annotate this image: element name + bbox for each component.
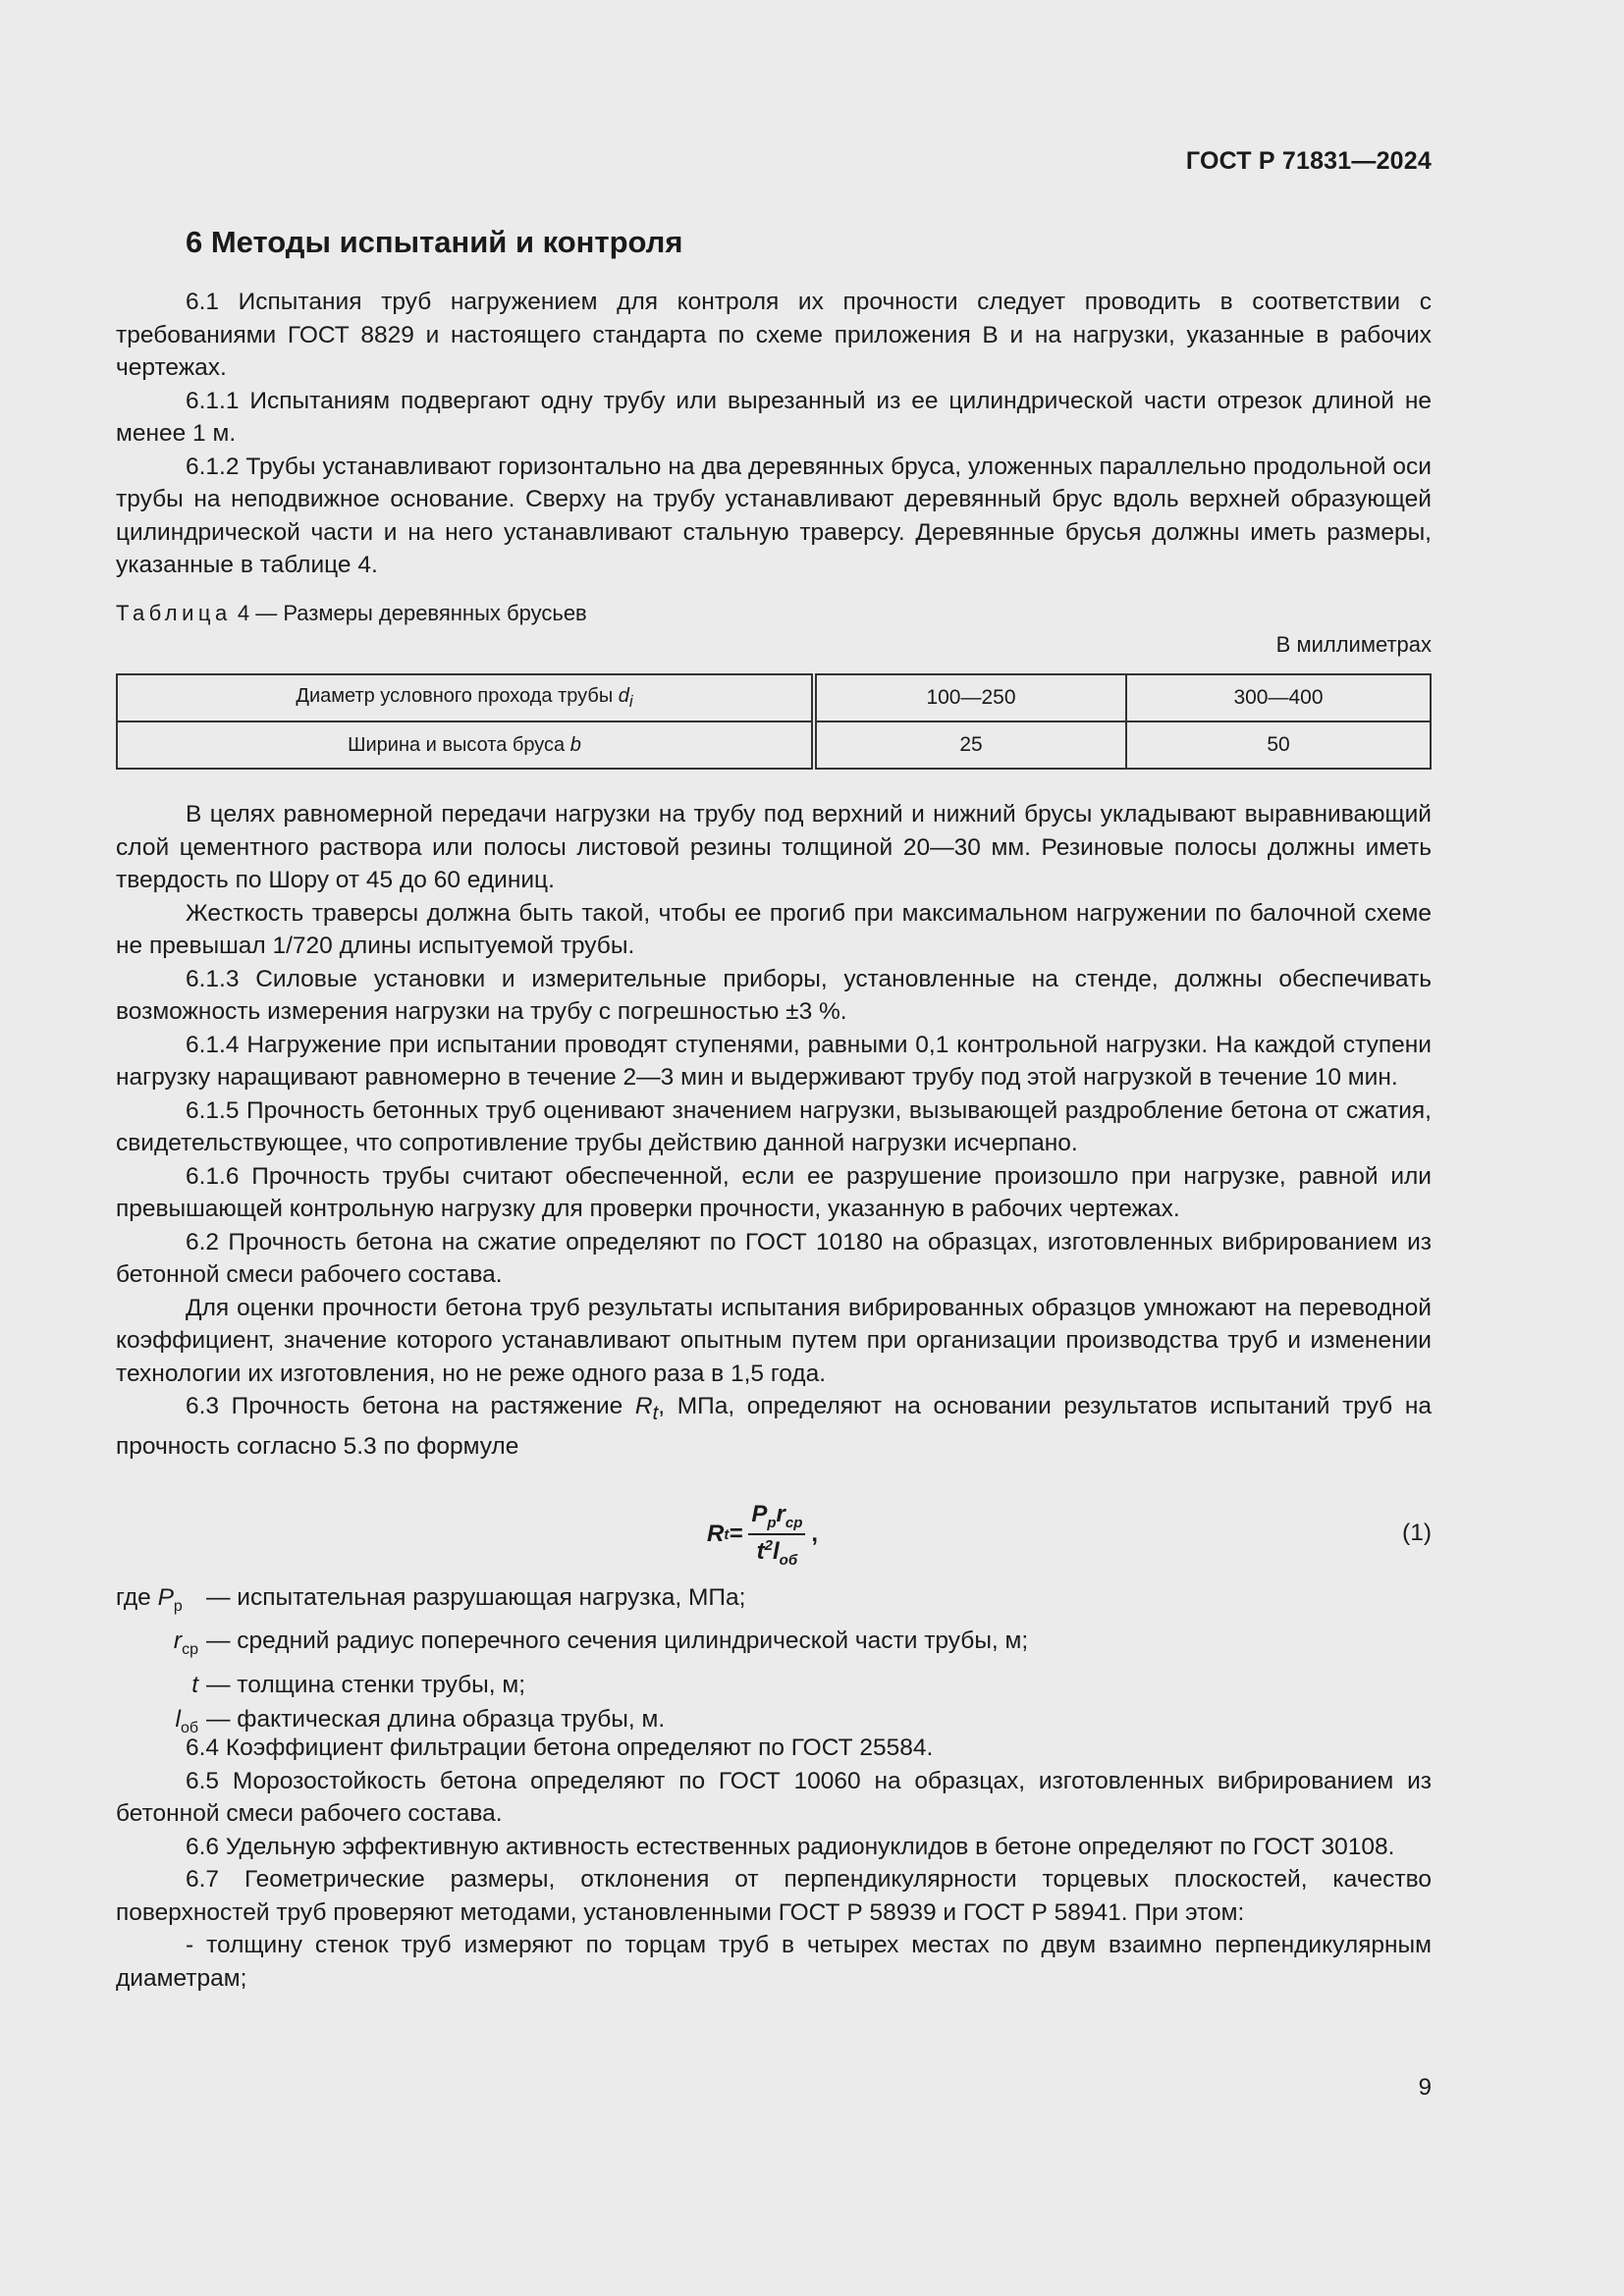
paragraph-6-1-6: 6.1.6 Прочность трубы считают обеспеченной, если ее разрушение произошло при нагрузке, равной или превышающей контрольную нагрузку для проверки прочности, указанную в рабочих чертежах. (116, 1162, 1432, 1222)
formula-1 (116, 1500, 1432, 1569)
den-b-sub: об (779, 1551, 798, 1569)
paragraph-6-6: 6.6 Удельную эффективную активность естественных радионуклидов в бетоне определяют по ГОСТ 30108. (186, 1833, 1395, 1860)
legend-sym: l (175, 1706, 181, 1734)
table-cell-label (117, 674, 814, 721)
table-cell-label (117, 721, 814, 769)
legend-row (116, 1668, 1432, 1703)
legend-sub: об (180, 1720, 198, 1737)
section-title: 6 Методы испытаний и контроля (186, 225, 683, 259)
legend-symbol (116, 1668, 206, 1703)
table-cell-value: 50 (1126, 721, 1431, 769)
row-symbol: b (569, 733, 581, 756)
formula-tail: , (811, 1521, 819, 1547)
paragraph-6-2: 6.2 Прочность бетона на сжатие определяют по ГОСТ 10180 на образцах, изготовленных вибрированием из бетонной смеси рабочего состава. (116, 1228, 1432, 1288)
legend-symbol (116, 1624, 206, 1667)
table-cell-value: 100—250 (814, 674, 1126, 721)
legend-text: — средний радиус поперечного сечения цилиндрической части трубы, м; (206, 1628, 1029, 1655)
legend-row (116, 1580, 1432, 1624)
paragraph-6-3-text: 6.3 Прочность бетона на растяжение (186, 1393, 635, 1419)
table-caption (116, 601, 587, 626)
paragraph-6-4: 6.4 Коэффициент фильтрации бетона определяют по ГОСТ 25584. (186, 1735, 934, 1761)
formula-expression (707, 1500, 818, 1569)
legend-sym: r (173, 1628, 183, 1655)
num-b-sub: cp (785, 1514, 803, 1531)
paragraph-6-3-symbol-sub: t (652, 1402, 659, 1424)
paragraph-6-1-4: 6.1.4 Нагружение при испытании проводят ступенями, равными 0,1 контрольной нагрузки. На каждой ступени нагрузку наращивают равномерно в течение 2—3 мин и выдерживают трубу под этой нагрузкой в течение 10 мин. (116, 1031, 1432, 1091)
row-symbol-sub: i (628, 691, 633, 711)
paragraph-6-7: 6.7 Геометрические размеры, отклонения от перпендикулярности торцевых плоскостей, качество поверхностей труб проверяют методами, установленными ГОСТ Р 58939 и ГОСТ Р 58941. При этом: (116, 1866, 1432, 1926)
table-cell-value: 25 (814, 721, 1126, 769)
paragraph-6-1-2: 6.1.2 Трубы устанавливают горизонтально на два деревянных бруса, уложенных параллельно продольной оси трубы на неподвижное основание. Сверху на трубу устанавливают деревянный брус вдоль верхней образующей цилиндрической части и на него устанавливают стальную траверсу. Деревянные брусья должны иметь размеры, указанные в таблице 4. (116, 453, 1432, 578)
formula-equals: = (729, 1521, 743, 1547)
paragraph-6-1-1: 6.1.1 Испытаниям подвергают одну трубу или вырезанный из ее цилиндрической части отрезок длиной не менее 1 м. (116, 387, 1432, 447)
legend-text: — испытательная разрушающая нагрузка, МПа; (206, 1584, 746, 1611)
dimensions-table (116, 673, 1432, 770)
legend-text: — толщина стенки трубы, м; (206, 1671, 526, 1698)
legend-row (116, 1624, 1432, 1667)
formula-fraction (748, 1501, 805, 1569)
table-row (117, 674, 1431, 721)
paragraph-6-3 (116, 1390, 1432, 1464)
legend-sym: t (191, 1671, 198, 1698)
den-a-sup: 2 (764, 1536, 773, 1554)
paragraph-6-1: 6.1 Испытания труб нагружением для контроля их прочности следует проводить в соответствии с требованиями ГОСТ 8829 и настоящего стандарта по схеме приложения В и на нагрузки, указанные в рабочих чертежах. (116, 289, 1432, 381)
paragraph-6-3-text-tail: , МПа, определяют на основании результатов испытаний труб на прочность согласно 5.3 по формуле (116, 1393, 1432, 1461)
page-number: 9 (1418, 2074, 1432, 2101)
document-code: ГОСТ Р 71831—2024 (1185, 147, 1432, 175)
row-label: Диаметр условного прохода трубы (296, 684, 614, 707)
table-units: В миллиметрах (1275, 632, 1432, 657)
den-a: t (756, 1537, 765, 1565)
paragraph-wall-thickness: - толщину стенок труб измеряют по торцам труб в четырех местах по двум взаимно перпендикулярным диаметрам; (116, 1932, 1432, 1992)
paragraph-6-1-3: 6.1.3 Силовые установки и измерительные приборы, установленные на стенде, должны обеспечивать возможность измерения нагрузки на трубу с погрешностью ±3 %. (116, 965, 1432, 1025)
legend-prefix: где (116, 1584, 158, 1611)
num-a: P (751, 1500, 768, 1527)
paragraph-6-3-symbol: R (634, 1393, 653, 1419)
formula-number: (1) (1402, 1520, 1432, 1546)
formula-legend (116, 1580, 1432, 1746)
num-a-sub: p (767, 1514, 777, 1531)
section-tail-paragraphs (116, 1732, 1432, 1995)
paragraph-6-1-5: 6.1.5 Прочность бетонных труб оценивают значением нагрузки, вызывающей раздробление бетона от сжатия, свидетельствующее, что сопротивление трубы действию данной нагрузки исчерпано. (116, 1096, 1432, 1156)
formula-lhs: R (707, 1521, 725, 1547)
formula-numerator (748, 1501, 805, 1535)
table-row (117, 721, 1431, 769)
row-label: Ширина и высота бруса (348, 733, 566, 756)
table-caption-word: Таблица (116, 601, 232, 625)
section-intro-paragraphs (116, 286, 1432, 582)
paragraph-traverse-stiffness: Жесткость траверсы должна быть такой, чтобы ее прогиб при максимальном нагружении по балочной схеме не превышал 1/720 длины испытуемой трубы. (116, 899, 1432, 959)
section-body-paragraphs (116, 798, 1432, 1464)
formula-denominator (757, 1535, 797, 1569)
paragraph-6-5: 6.5 Морозостойкость бетона определяют по ГОСТ 10060 на образцах, изготовленных вибрированием из бетонной смеси рабочего состава. (116, 1767, 1432, 1827)
table-cell-value: 300—400 (1126, 674, 1431, 721)
paragraph-conversion-factor: Для оценки прочности бетона труб результаты испытания вибрированных образцов умножают на переводной коэффициент, значение которого устанавливают опытным путем при организации производства труб и изменении технологии их изготовления, но не реже одного раза в 1,5 года. (116, 1294, 1432, 1387)
legend-symbol (116, 1580, 206, 1624)
den-b: l (772, 1537, 780, 1565)
paragraph-leveling-layer: В целях равномерной передачи нагрузки на трубу под верхний и нижний брусы укладывают выравнивающий слой цементного раствора или полосы листовой резины толщиной 20—30 мм. Резиновые полосы должны иметь твердость по Шору от 45 до 60 единиц. (116, 801, 1432, 893)
formula-lhs-sub: t (724, 1525, 730, 1543)
legend-sub: ср (182, 1641, 198, 1659)
legend-sym: P (157, 1584, 174, 1611)
row-symbol: d (618, 684, 629, 707)
table-caption-text: 4 — Размеры деревянных брусьев (237, 601, 587, 625)
legend-text: — фактическая длина образца трубы, м. (206, 1706, 666, 1734)
legend-sub: р (173, 1597, 183, 1615)
num-b: r (776, 1500, 785, 1527)
